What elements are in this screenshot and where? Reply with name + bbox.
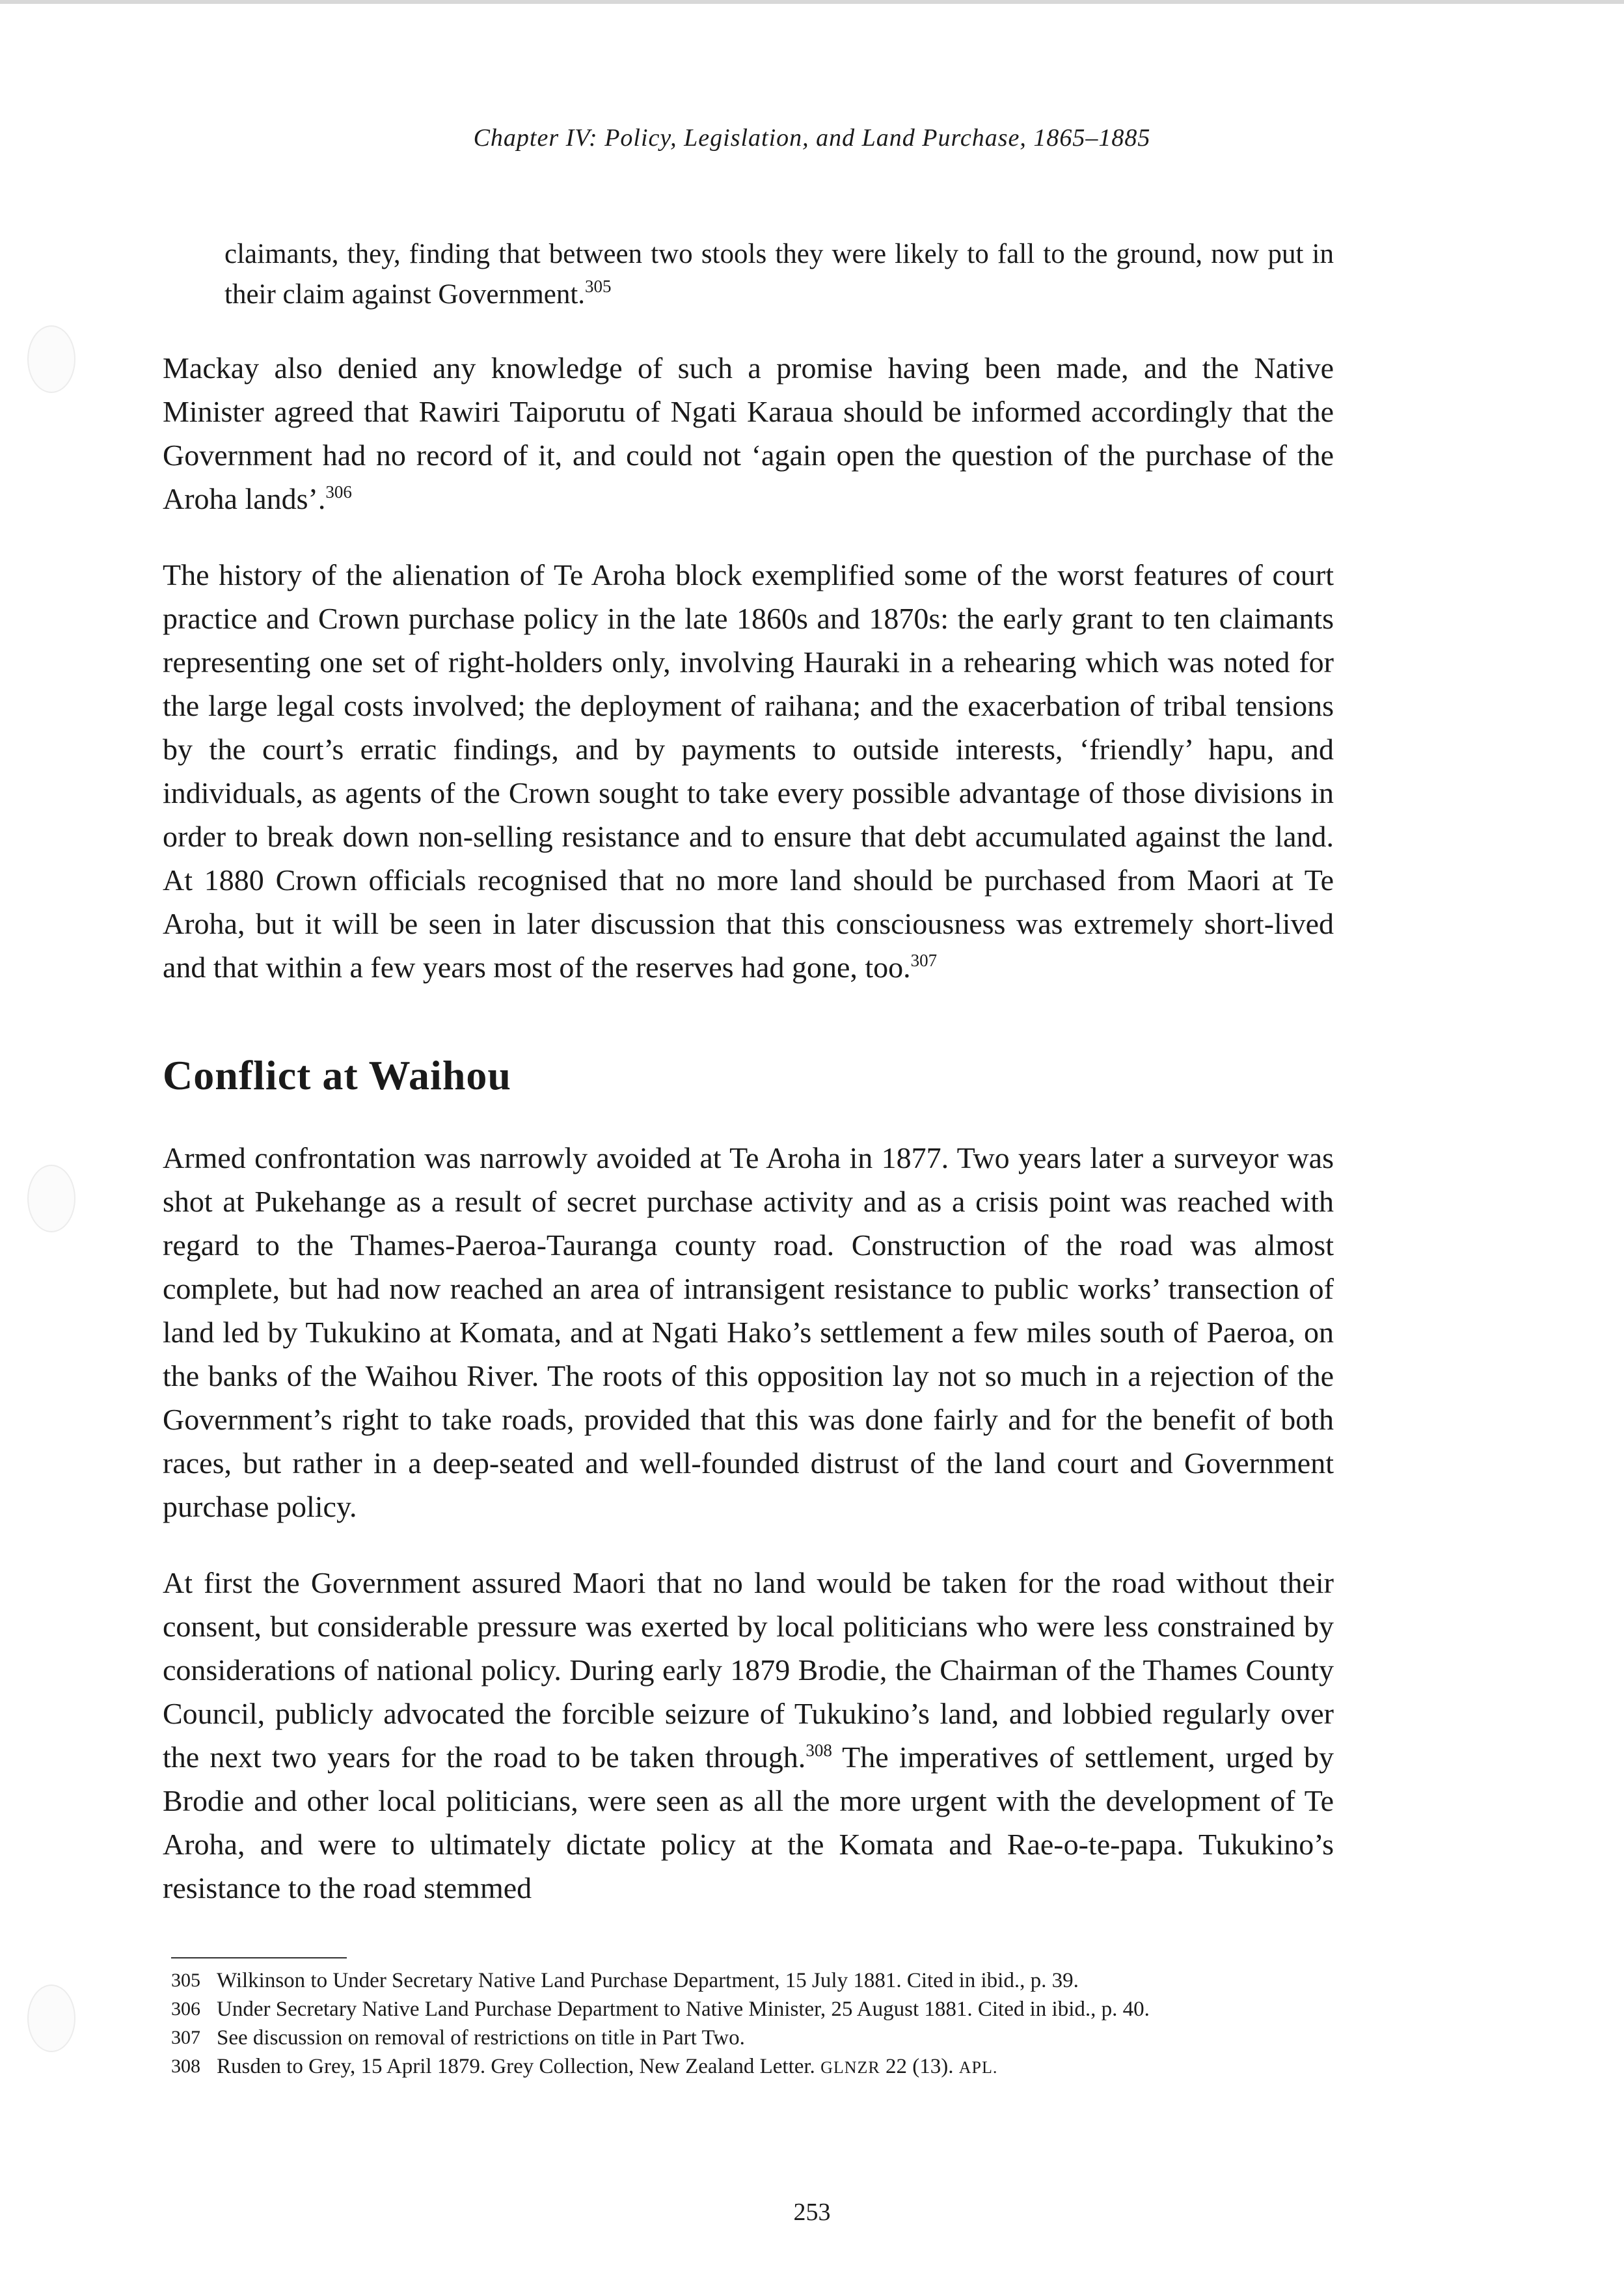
footnote-text-part: Rusden to Grey, 15 April 1879. Grey Collection, New Zealand Letter. <box>217 2055 821 2078</box>
paragraph-text: The history of the alienation of Te Aroha block exemplified some of the worst features of court practice and Crown purchase policy in the late 1860s and 1870s: the early grant to ten claimants representing one set of right-holders only, involving Hauraki in a rehearing which was noted for the large legal costs involved; the deployment of raihana; and the exacerbation of tribal tensions by the court’s erratic findings, and by payments to outside interests, ‘friendly’ hapu, and individuals, as agents of the Crown sought to take every possible advantage of those divisions in order to break down non-selling resistance and to ensure that debt accumulated against the land. At 1880 Crown officials recognised that no more land should be purchased from Maori at Te Aroha, but it will be seen in later discussion that this consciousness was extremely short-lived and that within a few years most of the reserves had gone, too. <box>163 558 1334 984</box>
punch-hole-mark <box>27 1165 75 1232</box>
footnotes <box>171 1968 1336 2084</box>
footnote-number: 306 <box>171 1998 200 2020</box>
footnote-number: 308 <box>171 2055 200 2077</box>
quote-text: claimants, they, finding that between two stools they were likely to fall to the ground, now put in their claim against Government. <box>224 239 1334 310</box>
paragraph <box>163 346 1334 521</box>
footnote <box>171 2025 1336 2050</box>
footnote-text-part: 22 (13). <box>880 2055 959 2078</box>
paragraph <box>163 553 1334 989</box>
running-head: Chapter IV: Policy, Legislation, and Land Purchase, 1865–1885 <box>473 124 1151 152</box>
punch-hole-mark <box>27 325 75 393</box>
page-body <box>163 234 1334 1942</box>
footnote-divider <box>171 1957 347 1958</box>
archive-code: GLNZR <box>820 2058 880 2077</box>
punch-hole-mark <box>27 1985 75 2052</box>
footnote-ref[interactable]: 305 <box>585 277 612 296</box>
footnote-ref[interactable]: 308 <box>805 1741 832 1760</box>
page-number: 253 <box>793 2199 831 2226</box>
footnote <box>171 1968 1336 1993</box>
paragraph-text: Armed confrontation was narrowly avoided at Te Aroha in 1877. Two years later a surveyor was shot at Pukehange as a result of secret purchase activity and as a crisis point was reached with regard to the Thames-Paeroa-Tauranga county road. Construction of the road was almost complete, but had now reached an area of intransigent resistance to public works’ transection of land led by Tukukino at Komata, and at Ngati Hako’s settlement a few miles south of Paeroa, on the banks of the Waihou River. The roots of this opposition lay not so much in a rejection of the Government’s right to take roads, provided that this was done fairly and for the benefit of both races, but rather in a deep-seated and well-founded distrust of the land court and Government purchase policy. <box>163 1141 1334 1523</box>
footnote-text: Under Secretary Native Land Purchase Department to Native Minister, 25 August 1881. Cited in ibid., p. 40. <box>217 1998 1150 2021</box>
paragraph-text: At first the Government assured Maori that no land would be taken for the road without their consent, but considerable pressure was exerted by local politicians who were less constrained by considerations of national policy. During early 1879 Brodie, the Chairman of the Thames County Council, publicly advocated the forcible seizure of Tukukino’s land, and lobbied regularly over the next two years for the road to be taken through. <box>163 1566 1334 1774</box>
section-heading: Conflict at Waihou <box>163 1052 511 1098</box>
paragraph <box>163 1561 1334 1910</box>
paragraph-text: Mackay also denied any knowledge of such a promise having been made, and the Native Minister agreed that Rawiri Taiporutu of Ngati Karaua should be informed accordingly that the Government had no record of it, and could not ‘again open the question of the purchase of the Aroha lands’. <box>163 351 1334 515</box>
footnote-number: 307 <box>171 2027 200 2048</box>
footnote <box>171 2054 1336 2080</box>
page-top-edge <box>0 0 1624 4</box>
footnote-ref[interactable]: 306 <box>325 482 352 502</box>
footnote-text: See discussion on removal of restrictions on title in Part Two. <box>217 2026 745 2050</box>
footnote <box>171 1997 1336 2022</box>
block-quote <box>224 234 1334 315</box>
paragraph <box>163 1136 1334 1528</box>
footnote-ref[interactable]: 307 <box>910 951 938 970</box>
footnote-number: 305 <box>171 1970 200 1991</box>
paragraph-text: The imperatives of settlement, urged by Brodie and other local politicians, were seen as all the more urgent with the development of Te Aroha, and were to ultimately dictate policy at the Komata and Rae-o-te-papa. Tukukino’s resistance to the road stemmed <box>163 1741 1334 1904</box>
footnote-text <box>217 2054 1336 2080</box>
archive-code: APL. <box>958 2058 998 2077</box>
footnote-text: Wilkinson to Under Secretary Native Land Purchase Department, 15 July 1881. Cited in ibid., p. 39. <box>217 1969 1079 1992</box>
